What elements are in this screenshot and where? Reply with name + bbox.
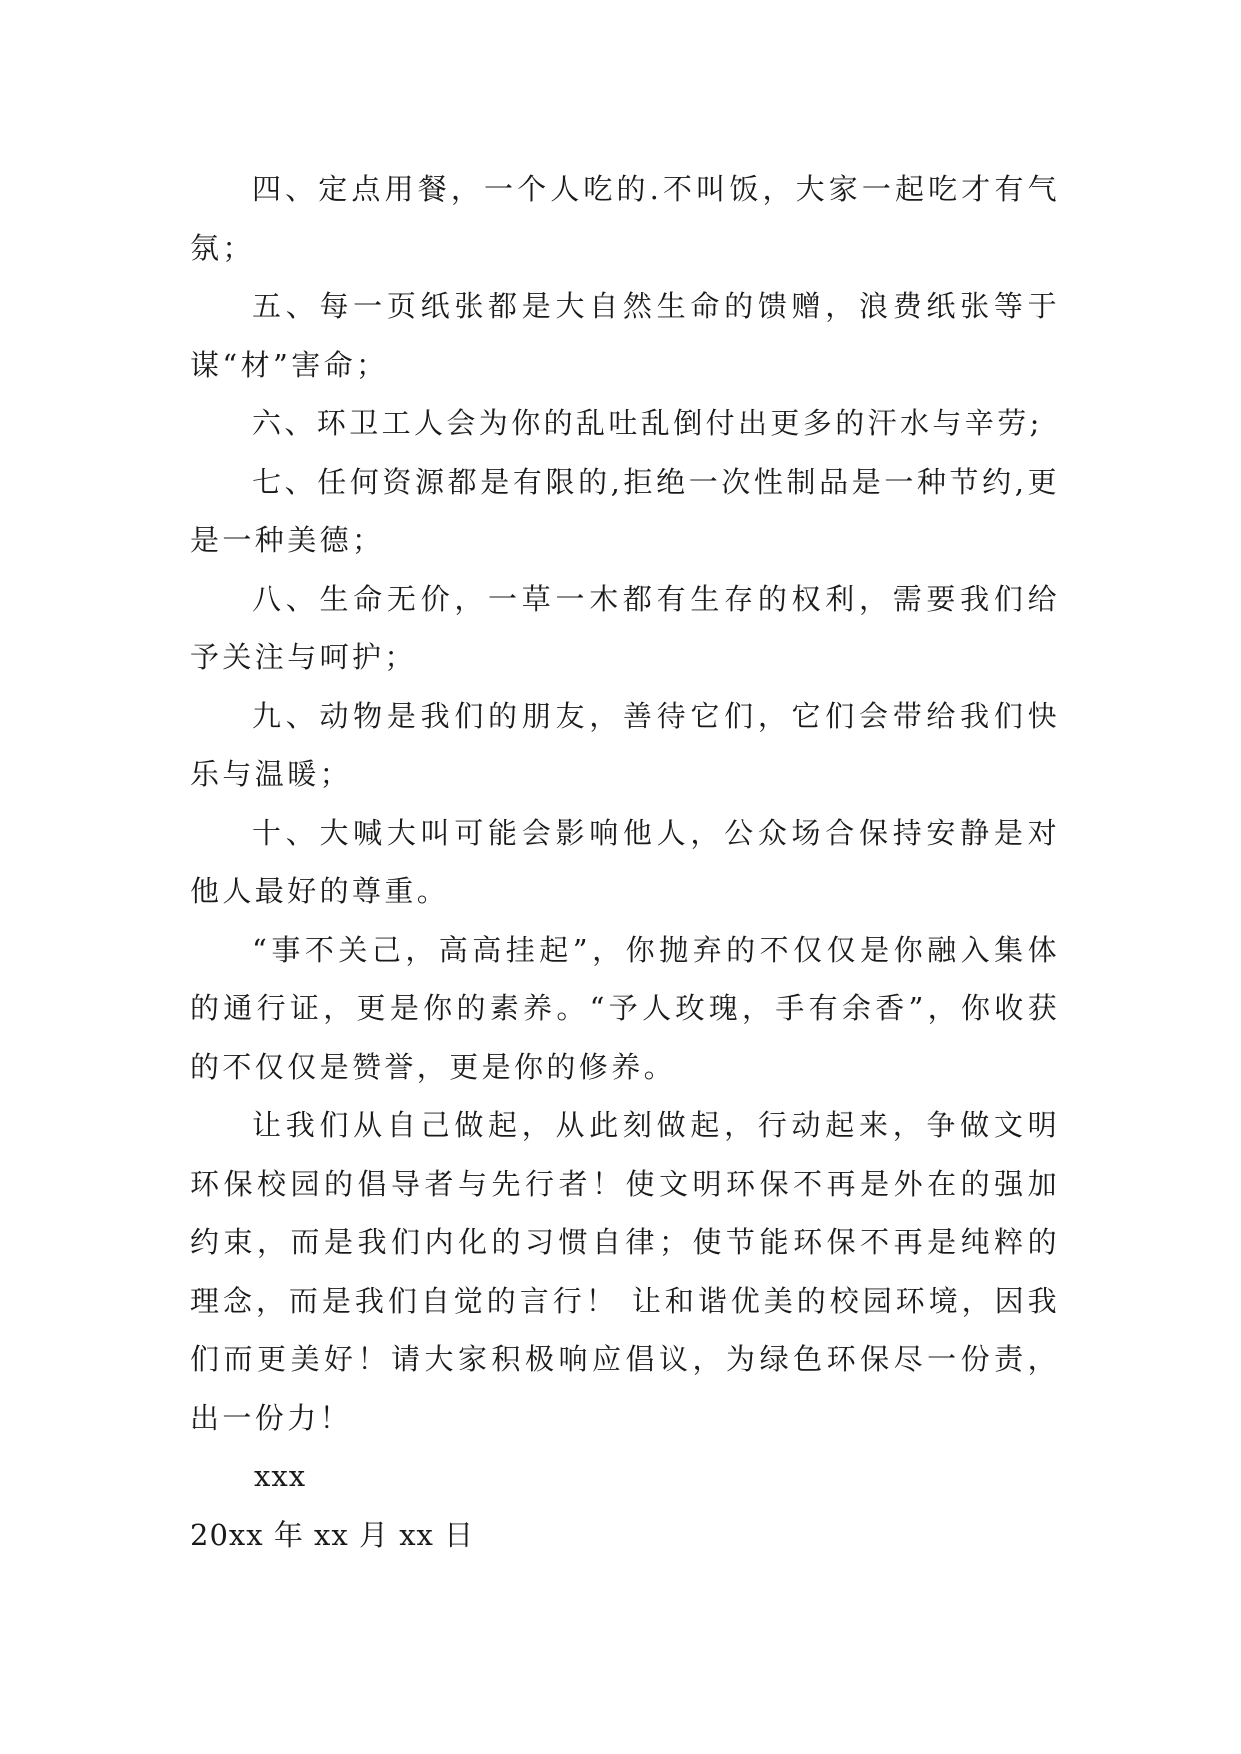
signature: xxx [254,1459,307,1493]
paragraph-item-6: 六、环卫工人会为你的乱吐乱倒付出更多的汗水与辛劳; [252,406,1043,440]
paragraph-quote: “事不关己，高高挂起”，你抛弃的不仅仅是你融入集体的通行证，更是你的素养。“予人玫瑰，手有余香”，你收获的不仅仅是赞誉，更是你的修养。 [190,932,1060,1084]
date-line: 20xx 年 xx 月 xx 日 [190,1517,475,1552]
paragraph-call-to-action: 让我们从自己做起，从此刻做起，行动起来，争做文明环保校园的倡导者与先行者！使文明环保不再是外在的强加约束，而是我们内化的习惯自律；使节能环保不再是纯粹的理念，而是我们自觉的言行！ 让和谐优美的校园环境，因我们而更美好！请大家积极响应倡议，为绿色环保尽一份责，出一份力！ [190,1108,1060,1435]
document-body [190,160,1060,1564]
paragraph-item-9: 九、动物是我们的朋友，善待它们，它们会带给我们快乐与温暖； [190,698,1060,791]
paragraph-item-5: 五、每一页纸张都是大自然生命的馈赠，浪费纸张等于谋“材”害命； [190,289,1060,382]
paragraph-item-10: 十、大喊大叫可能会影响他人，公众场合保持安静是对他人最好的尊重。 [190,815,1060,908]
paragraph-item-4: 四、定点用餐，一个人吃的.不叫饭，大家一起吃才有气氛； [190,172,1060,265]
paragraph-item-8: 八、生命无价，一草一木都有生存的权利，需要我们给予关注与呵护； [190,581,1060,674]
paragraph-item-7: 七、任何资源都是有限的,拒绝一次性制品是一种节约,更是一种美德； [190,464,1060,557]
